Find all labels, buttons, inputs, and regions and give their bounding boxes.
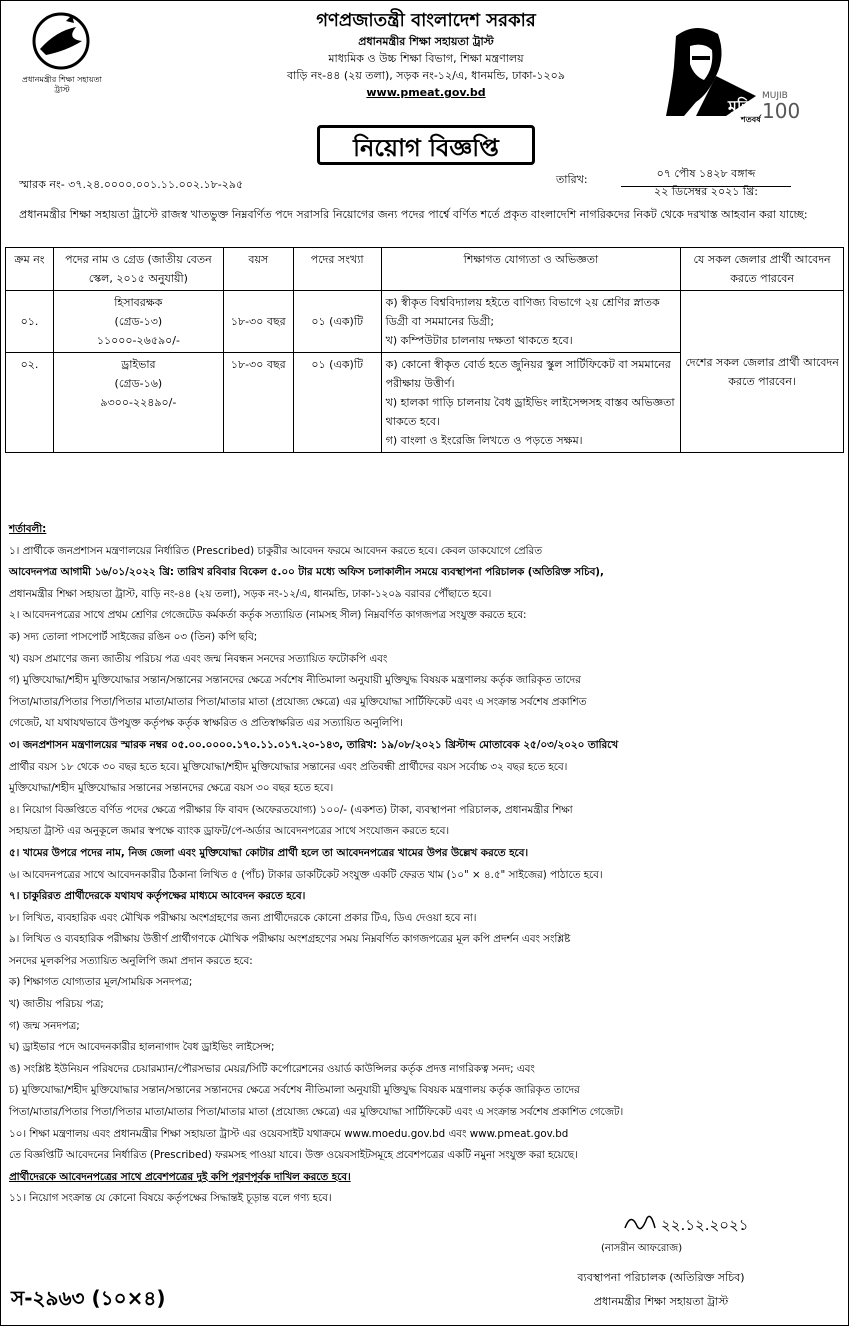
vacancy-table: [5, 247, 844, 453]
trust-name: প্রধানমন্ত্রীর শিক্ষা সহায়তা ট্রাস্ট: [358, 35, 494, 48]
qualification-item: ক) কোনো স্বীকৃত বোর্ড হতে জুনিয়র স্কুল সার্টিফিকেট বা সমমানের পরীক্ষায় উত্তীর্ণ।: [385, 358, 671, 390]
condition-line: ১০। শিক্ষা মন্ত্রণালয় এবং প্রধানমন্ত্রীর শিক্ষা সহায়তা ট্রাস্ট এর ওয়েবসাইট যথাক্রমে www.moedu.gov.bd এবং www.pmeat.gov.bd: [9, 1127, 569, 1140]
condition-line: তে বিজ্ঞপ্তিটি আবেদনের নির্ধারিত (Prescribed) ফরমসহ পাওয়া যাবে। উক্ত ওয়েবসাইটসমূহে প্রবেশপত্রের একটি নমুনা সংযুক্ত করা হয়েছে।: [9, 1149, 578, 1162]
conditions-heading: শর্তাবলী:: [9, 523, 47, 535]
condition-line: ক) সদ্য তোলা পাসপোর্ট সাইজের রঙিন ০৩ (তিন) কপি ছবি;: [9, 630, 258, 643]
signature-scribble: [621, 1208, 751, 1238]
table-row: [6, 291, 844, 353]
website-link[interactable]: www.pmeat.gov.bd: [366, 86, 486, 99]
col-header-count: পদের সংখ্যা: [293, 248, 381, 291]
condition-line: ক) শিক্ষাগত যোগ্যতার মূল/সাময়িক সনদপত্র;: [9, 976, 193, 989]
svg-text:MUJIB: MUJIB: [762, 91, 788, 101]
condition-line: গ) জন্ম সনদপত্র;: [9, 1019, 80, 1032]
post-name: হিসাবরক্ষক: [114, 296, 163, 309]
mujib-centenary-logo-icon: [656, 16, 801, 126]
condition-line: প্রার্থীদেরকে আবেদনপত্রের সাথে প্রবেশপত্রের দুই কপি পূরণপূর্বক দাখিল করতে হবে।: [9, 1170, 351, 1183]
row-serial: ০১.: [6, 291, 54, 353]
post-scale: ৯৩০০-২২৪৯০/-: [100, 396, 177, 409]
trust-logo-icon: [26, 11, 96, 71]
condition-line: খ) জাতীয় পরিচয় পত্র;: [9, 998, 104, 1011]
col-header-district: যে সকল জেলার প্রার্থী আবেদন করতে পারবেন: [681, 248, 844, 291]
condition-line: ২। আবেদনপত্রের সাথে প্রথম শ্রেণির গেজেটেড কর্মকর্তা কর্তৃক সত্যায়িত (নামসহ সীল) নিম্নবর্ণিত কাগজপত্র সংযুক্ত করতে হবে:: [9, 609, 527, 622]
office-address: বাড়ি নং-৪৪ (২য় তলা), সড়ক নং-১২/এ, ধানমন্ডি, ঢাকা-১২০৯: [287, 69, 565, 82]
row-count: ০১ (এক)টি: [293, 291, 381, 353]
memo-number: স্মারক নং- ৩৭.২৪.০০০০.০০১.১১.০০২.১৮-২৯৫: [19, 178, 244, 191]
letterhead: [1, 1, 850, 131]
division-name: মাধ্যমিক ও উচ্চ শিক্ষা বিভাগ, শিক্ষা মন্ত্রণালয়: [328, 52, 524, 65]
condition-line: গেজেট, যা যথাযথভাবে উপযুক্ত কর্তৃপক্ষ কর্তৃক স্বাক্ষরিত ও প্রতিস্বাক্ষরিত এর সত্যায়িত অনুলিপি।: [9, 717, 403, 730]
notice-title: নিয়োগ বিজ্ঞপ্তি: [317, 125, 535, 165]
signatory-office: প্রধানমন্ত্রীর শিক্ষা সহায়তা ট্রাস্ট: [593, 1295, 729, 1308]
signatory-designation: ব্যবস্থাপনা পরিচালক (অতিরিক্ত সচিব): [577, 1271, 745, 1284]
logo-caption: প্রধানমন্ত্রীর শিক্ষা সহায়তা ট্রাস্ট: [22, 75, 102, 94]
intro-paragraph: প্রধানমন্ত্রীর শিক্ষা সহায়তা ট্রাস্টে রাজস্ব খাতভুক্ত নিম্নবর্ণিত পদে সরাসরি নিয়োগের জন্য পদের পার্শ্বে বর্ণিত শর্তে প্রকৃত বাংলাদেশি নাগরিকদের নিকট থেকে দরখাস্ত আহবান করা যাচ্ছে:: [19, 208, 808, 221]
condition-line: আবেদনপত্র আগামী ১৬/০১/২০২২ খ্রি: তারিখ রবিবার বিকেল ৫.০০ টার মধ্যে অফিস চলাকালীন সময়ে ব্যবস্থাপনা পরিচালক (অতিরিক্ত সচিব),: [9, 566, 604, 579]
condition-line: ১। প্রার্থীকে জনপ্রশাসন মন্ত্রণালয়ের নির্ধারিত (Prescribed) চাকুরীর আবেদন ফরমে আবেদন করতে হবে। কেবল ডাকযোগে প্রেরিত: [9, 544, 542, 557]
row-post: [53, 353, 223, 453]
condition-line: ৫। খামের উপরে পদের নাম, নিজ জেলা এবং মুক্তিযোদ্ধা কোটার প্রার্থী হলে তা আবেদনপত্রের খামের উপর উল্লেখ করতে হবে।: [9, 846, 529, 859]
col-header-age: বয়স: [223, 248, 293, 291]
ad-code: স-২৯৬৩ (১০×৪): [11, 1286, 166, 1310]
date-label: তারিখ:: [556, 173, 588, 186]
row-qualification: [381, 291, 681, 353]
post-grade: (গ্রেড-১৩): [114, 315, 163, 328]
svg-text:শতবর্ষ: শতবর্ষ: [741, 115, 761, 124]
svg-text:২২.১২.২০২১: ২২.১২.২০২১: [661, 1216, 749, 1234]
condition-line: ৪। নিয়োগ বিজ্ঞপ্তিতে বর্ণিত পদের ক্ষেত্রে পরীক্ষার ফি বাবদ (অফেরতযোগ্য) ১০০/- (একশত) টাকা, ব্যবস্থাপনা পরিচালক, প্রধানমন্ত্রীর শিক্ষা: [9, 803, 573, 816]
date-bangla: ০৭ পৌষ ১৪২৮ বঙ্গাব্দ: [621, 165, 791, 187]
condition-line: ৭। চাকুরিরত প্রার্থীদেরকে যথাযথ কর্তৃপক্ষের মাধ্যমে আবেদন করতে হবে।: [9, 890, 306, 903]
condition-line: পিতা/মাতার/পিতার পিতা/পিতার মাতা/মাতার পিতা/মাতার মাতা (প্রযোজ্য ক্ষেত্রে) এর মুক্তিযোদ্ধা সার্টিফিকেট এবং এ সংক্রান্ত সর্বশেষ প্রকাশিত গেজেট।: [9, 1106, 624, 1119]
col-header-post: পদের নাম ও গ্রেড (জাতীয় বেতন স্কেল, ২০১৫ অনুযায়ী): [53, 248, 223, 291]
col-header-serial: ক্রম নং: [6, 248, 54, 291]
condition-line: ১১। নিয়োগ সংক্রান্ত যে কোনো বিষয়ে কর্তৃপক্ষের সিদ্ধান্তই চূড়ান্ত বলে গণ্য হবে।: [9, 1192, 332, 1205]
post-name: ড্রাইভার: [121, 358, 156, 371]
post-scale: ১১০০০-২৬৫৯০/-: [96, 334, 180, 347]
condition-line: প্রধানমন্ত্রীর শিক্ষা সহায়তা ট্রাস্ট, বাড়ি নং-৪৪ (২য় তলা), সড়ক নং-১২/এ, ধানমন্ডি, ঢাকা-১২০৯ বরাবর পৌঁছাতে হবে।: [9, 587, 492, 600]
condition-line: পিতা/মাতার/পিতার পিতা/পিতার মাতা/মাতার পিতা/মাতার মাতা (প্রযোজ্য ক্ষেত্রে) এর মুক্তিযোদ্ধা সার্টিফিকেট এবং এ সংক্রান্ত সর্বশেষ প্রকাশিত: [9, 695, 587, 708]
qualification-item: খ) কম্পিউটার চালনায় দক্ষতা থাকতে হবে।: [385, 334, 573, 347]
condition-line: ঙ) সংশ্লিষ্ট ইউনিয়ন পরিষদের চেয়ারম্যান/পৌরসভার মেয়র/সিটি কর্পোরেশনের ওয়ার্ড কাউন্সিলর কর্তৃক প্রদত্ত নাগরিকত্ব সনদ; এবং: [9, 1062, 535, 1075]
row-post: [53, 291, 223, 353]
condition-line: ৯। লিখিত ও ব্যবহারিক পরীক্ষায় উত্তীর্ণ প্রার্থীগণকে মৌখিক পরীক্ষায় অংশগ্রহণের সময় নিম্নবর্ণিত কাগজপত্রের মূল কপি প্রদর্শন এবং সংশ্লিষ্ট: [9, 933, 571, 946]
svg-text:মুজিব: মুজিব: [728, 97, 765, 116]
condition-line: সহায়তা ট্রাস্ট এর অনুকূলে জমার স্বপক্ষে ব্যাংক ড্রাফট/পে-অর্ডার আবেদনপত্রের সাথে সংযোজন করতে হবে।: [9, 825, 450, 838]
conditions-section: [9, 519, 837, 1210]
condition-line: ঘ) ড্রাইভার পদে আবেদনকারীর হালনাগাদ বৈধ ড্রাইভিং লাইসেন্স;: [9, 1041, 275, 1054]
condition-line: গ) মুক্তিযোদ্ধা/শহীদ মুক্তিযোদ্ধার সন্তান/সন্তানের সন্তানদের ক্ষেত্রে সর্বশেষ নীতিমালা অনুযায়ী মুক্তিযুদ্ধ বিষয়ক মন্ত্রণালয় কর্তৃক জারিকৃত তাদের: [9, 674, 581, 687]
date-english: ২২ ডিসেম্বর ২০২১ খ্রি:: [654, 185, 758, 198]
table-header-row: [6, 248, 844, 291]
letterhead-text: [201, 9, 651, 101]
condition-line: মুক্তিযোদ্ধা/শহীদ মুক্তিযোদ্ধার সন্তানের সন্তানদের ক্ষেত্রে বয়স ৩০ বছর হতে হবে।: [9, 782, 334, 795]
signatory-name: (নাসরীন আফরোজ): [601, 1243, 683, 1254]
condition-line: ৬। আবেদনপত্রের সাথে আবেদনকারীর ঠিকানা লিখিত ৫ (পাঁচ) টাকার ডাকটিকেট সংযুক্ত একটি ফেরত খাম (১০" × ৪.৫" সাইজের) পাঠাতে হবে।: [9, 868, 603, 881]
condition-line: চ) মুক্তিযোদ্ধা/শহীদ মুক্তিযোদ্ধার সন্তান/সন্তানের সন্তানদের ক্ষেত্রে সর্বশেষ নীতিমালা অনুযায়ী মুক্তিযুদ্ধ বিষয়ক মন্ত্রণালয় কর্তৃক জারিকৃত তাদের: [9, 1084, 580, 1097]
row-count: ০১ (এক)টি: [293, 353, 381, 453]
qualification-item: খ) হালকা গাড়ি চালনায় বৈধ ড্রাইভিং লাইসেন্সসহ বাস্তব অভিজ্ঞতা থাকতে হবে।: [385, 396, 675, 428]
condition-line: সনদের মূলকপির সত্যায়িত অনুলিপি জমা প্রদান করতে হবে:: [9, 954, 253, 967]
row-age: ১৮-৩০ বছর: [223, 353, 293, 453]
qualification-item: ক) স্বীকৃত বিশ্ববিদ্যালয় হইতে বাণিজ্য বিভাগে ২য় শ্রেণির স্নাতক ডিগ্রী বা সমমানের ডিগ্রী;: [385, 296, 660, 328]
row-serial: ০২.: [6, 353, 54, 453]
post-grade: (গ্রেড-১৬): [114, 377, 163, 390]
row-district: দেশের সকল জেলার প্রার্থী আবেদন করতে পারবেন।: [681, 291, 844, 453]
row-qualification: [381, 353, 681, 453]
svg-text:100: 100: [762, 99, 801, 123]
condition-line: খ) বয়স প্রমাণের জন্য জাতীয় পরিচয় পত্র এবং জন্ম নিবন্ধন সনদের সত্যায়িত ফটোকপি এবং: [9, 652, 388, 665]
col-header-qualification: শিক্ষাগত যোগ্যতা ও অভিজ্ঞতা: [381, 248, 681, 291]
condition-line: ৩। জনপ্রশাসন মন্ত্রণালয়ের স্মারক নম্বর ০৫.০০.০০০০.১৭০.১১.০১৭.২০-১৪৩, তারিখ: ১৯/০৮/২০২১ খ্রিস্টাব্দ মোতাবেক ২৫/০৩/২০২০ তারিখে: [9, 738, 619, 751]
government-title: গণপ্রজাতন্ত্রী বাংলাদেশ সরকার: [316, 10, 536, 31]
condition-line: প্রার্থীর বয়স ১৮ থেকে ৩০ বছর হতে হবে। মুক্তিযোদ্ধা/শহীদ মুক্তিযোদ্ধার সন্তানের এবং প্রতিবন্ধী প্রার্থীদের বয়স সর্বোচ্চ ৩২ বছর হতে হবে।: [9, 760, 568, 773]
qualification-item: গ) বাংলা ও ইংরেজি লিখতে ও পড়তে সক্ষম।: [385, 434, 583, 447]
condition-line: ৮। লিখিত, ব্যবহারিক এবং মৌখিক পরীক্ষায় অংশগ্রহণের জন্য প্রার্থীদেরকে কোনো প্রকার টিএ, ডিএ দেওয়া হবে না।: [9, 911, 477, 924]
row-age: ১৮-৩০ বছর: [223, 291, 293, 353]
